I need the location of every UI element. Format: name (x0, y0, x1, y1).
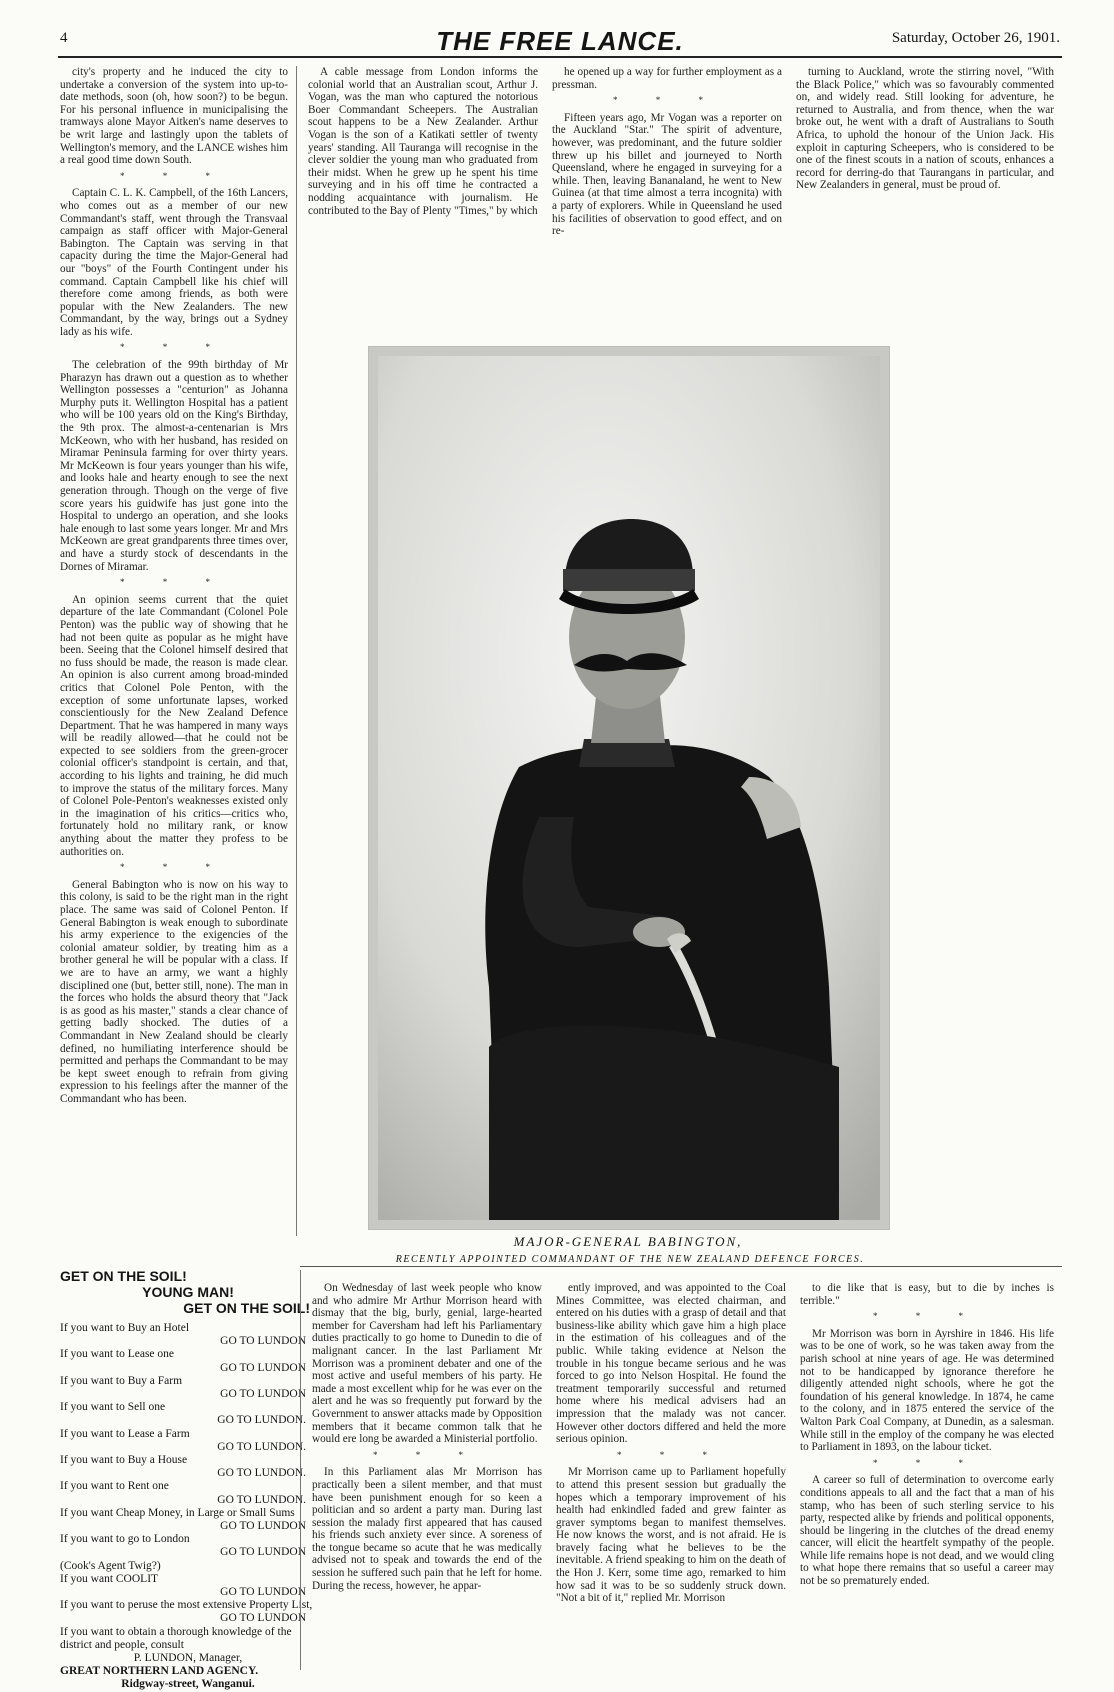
paragraph: turning to Auckland, wrote the stirring novel, "With the Black Police," which was so favourably commented on, and widely read. Still looking for adventure, he returned to Australia, and from thence, when the war broke out, he went with a draft of Australians to South Africa, to uphold the honour of the Union Jack. His exploit in capturing Scheepers, who is considered to be one of the finest scouts in a nation of scouts, enhances a record for derring-do that Taurangans in particular, and New Zealanders in general, must be proud of. (796, 66, 1054, 192)
paragraph: General Babington who is now on his way to this colony, is said to be the right man in the right place. The same was said of Colonel Penton. If General Babington is weak enough to subordinate his army experience to the exigencies of the colonial amateur soldier, by treating him as a brother general he will be popular with a class. If we are to have an army, we want a highly disciplined one (but, better still, none). The man in the forces who holds the absurd theory that "Jack is as good as his master," stands a clear chance of getting badly shocked. The duties of a Commandant in New Zealand should be clearly defined, no humiliating interference should be permitted and perhaps the Commandant to be may be kept sweet enough to refrain from giving expression to his feelings after the manner of the Commandant who has been. (60, 878, 288, 1105)
column-divider (296, 66, 297, 1236)
separator-stars: * * * (373, 1449, 481, 1460)
separator-stars: * * * (120, 862, 228, 873)
ad-item: If you want to Rent one GO TO LUNDON. (60, 1480, 306, 1506)
paragraph: ently improved, and was appointed to the Coal Mines Committee, was elected chairman, and entered on his duties with a grasp of detail and that business-like ability which gave him a high place in the estimation of his colleagues and of the public. While taking evidence at Nelson the trouble in his tongue became serious and he was forced to go into Nelson Hospital. He found the treatment temporarily successful and returned home where his medical advisers had an impression that the malady was not cancer. However other doctors differed and held the more serious opinion. (556, 1282, 786, 1446)
column-3 (552, 66, 782, 336)
ad-item: If you want to Lease a Farm GO TO LUNDON. (60, 1427, 306, 1453)
ad-item: If you want to peruse the most extensive Property List, GO TO LUNDON (60, 1599, 313, 1625)
ad-item: If you want to Buy a Farm GO TO LUNDON (60, 1374, 306, 1401)
paragraph: Captain C. L. K. Campbell, of the 16th Lancers, who comes out as a member of our new Commandant's staff, went through the Transvaal campaign as staff officer with Major-General Babington. The Captain was serving in that capacity during the time the Major-General had our "boys" of the Fourth Contingent under his command. Captain Campbell like his chief will therefore come among friends, as both were popular with the New Zealanders. The new Commandant, by the way, brings out a Sydney lady as his wife. (60, 187, 288, 338)
ad-item: If you want to Buy an Hotel GO TO LUNDON (60, 1322, 306, 1348)
section-rule (300, 1266, 1062, 1267)
page-header (60, 28, 1060, 54)
bottom-column-2 (312, 1282, 542, 1677)
paragraph: Mr Morrison came up to Parliament hopefully to attend this present session but gradually the hopes which a temporary improvement of his health had enkindled faded and grew fainter as graver symptoms began to manifest themselves. He now knows the worst, and is not afraid. He is bravely facing what he believes to be the inevitable. A friend speaking to him on the death of the Hon J. Kerr, some time ago, remarked to him how sad it was to be so suddenly struck down. "Not a bit of it," replied Mr. Morrison (556, 1466, 786, 1605)
bottom-column-3 (556, 1282, 786, 1677)
ad-agency: GREAT NORTHERN LAND AGENCY. (60, 1665, 259, 1678)
paragraph: A career so full of determination to overcome early conditions appeals to all and the fact that a man of his stamp, who has been of such sterling service to his party, respected alike by friends and political opponents, should be lingering in the clutches of the dread enemy cancer, will elicit the heartfelt sympathy of the people. While life remains hope is not dead, and we would cling to what hope there remains that so useful a career may not be so prematurely ended. (800, 1474, 1054, 1588)
separator-stars: * * * (120, 342, 228, 353)
paragraph: city's property and he induced the city to undertake a conversion of the system into up-to-date methods, soon (oh, how soon?) to be begun. For his personal influence in municipalising the tramways alone Mayor Aitken's name deserves to be writ large and lastingly upon the tablets of Wellington's memory, and the LANCE wishes him a real good time down South. (60, 66, 288, 167)
paragraph: In this Parliament alas Mr Morrison has practically been a silent member, and that must have been punishment enough for so keen a politician and so ardent a party man. During last session the malady first appeared that has caused his friends such anxiety ever since. A soreness of the tongue became so acute that he was medically advised not to speak and towards the end of the session he suffered such pain that he left for home. During the recess, however, he appar- (312, 1466, 542, 1592)
paragraph: Fifteen years ago, Mr Vogan was a reporter on the Auckland "Star." The spirit of adventure, however, was predominant, and the future soldier threw up his billet and journeyed to North Queensland, where he engaged in surveying for a while. Then, leaving Bananaland, he went to New Guinea (at that time almost a terra incognita) with a party of explorers. While in Queensland he used his facilities of observation to good effect, and on re- (552, 111, 782, 238)
masthead: THE FREE LANCE. (436, 26, 684, 56)
ad-signature: P. LUNDON, Manager, (133, 1652, 243, 1665)
paragraph: An opinion seems current that the quiet departure of the late Commandant (Colonel Pole Penton) was the public way of showing that he had not been quite as popular as he might have been. Seeing that the Colonel himself desired that no fuss should be made, the reason is made clear. An opinion is also current among broad-minded critics that Colonel Pole Penton, with the exception of some unfortunate lapses, worked conscientiously for the New Zealand Defence Department. That he was hampered in many ways will be readily allowed—that he could not be expected to see soldiers from the green-grocer colonial officer's standpoint is certain, and that, according to his lights and training, he did much to improve the status of the military forces. Many of Colonel Pole-Penton's weaknesses existed only in the imagination of his critics—critics who, fortunately hold no military rank, or know anything about the matter they profess to be authorities on. (60, 593, 288, 858)
ad-item: (Cook's Agent Twig?) (60, 1559, 161, 1572)
ad-item: If you want to Lease one GO TO LUNDON (60, 1348, 306, 1374)
ad-heading: GET ON THE SOIL! (60, 1268, 187, 1284)
paragraph: to die like that is easy, but to die by inches is terrible." (800, 1282, 1054, 1307)
column-divider (300, 1270, 301, 1670)
paragraph: The celebration of the 99th birthday of Mr Pharazyn has drawn out a question as to whether Wellington possesses a "centurion" as Johanna Murphy puts it. Wellington Hospital has a patient who will be 100 years old on the King's Birthday, the 9th prox. The almost-a-centenarian is Mrs McKeown, who with her husband, has resided on Miramar Peninsula farming for over thirty years. Mr McKeown is four years younger than his wife, and looks hale and hearty enough to see the next generation through. Though on the verge of five score years his guidwife has just gone into the Hospital to undergo an operation, and she looks hale enough to last some years longer. Mr and Mrs McKeown are great grandparents three times over, and have a sturdy stock of descendants in the Dornes of Miramar. (60, 359, 288, 573)
separator-stars: * * * (873, 1457, 981, 1468)
photo-subcaption: RECENTLY APPOINTED COMMANDANT OF THE NEW ZEALAND DEFENCE FORCES. (395, 1254, 865, 1265)
column-2 (308, 66, 538, 336)
ad-item: If you want to obtain a thorough knowledge of the district and people, consult (60, 1625, 292, 1651)
ad-item: If you want to go to London GO TO LUNDON (60, 1533, 306, 1559)
separator-stars: * * * (613, 95, 721, 106)
ad-item: If you want Cheap Money, in Large or Small Sums GO TO LUNDON (60, 1506, 306, 1533)
separator-stars: * * * (617, 1449, 725, 1460)
ad-heading: GET ON THE SOIL! (183, 1300, 310, 1316)
header-rule (58, 56, 1062, 58)
ad-address: Ridgway-street, Wanganui. (121, 1678, 255, 1691)
portrait-photo (368, 346, 890, 1230)
column-1 (60, 66, 288, 1238)
ad-item: If you want to Buy a House GO TO LUNDON. (60, 1454, 306, 1480)
ad-heading: YOUNG MAN! (142, 1284, 234, 1300)
portrait-illustration (369, 347, 889, 1229)
paragraph: he opened up a way for further employment as a pressman. (552, 66, 782, 91)
paragraph: Mr Morrison was born in Ayrshire in 1846. His life was to be one of work, so he was taken away from the parish school at nine years of age. He was determined not to be handicapped by ignorance therefore he diligently attended night schools, where he got the foundation of his general knowledge. In 1874, he came to the colony, and in 1875 entered the service of the Walton Park Coal Company, at Dunedin, as a salesman. While still in the employ of the company he was elected to Parliament in 1893, on the labour ticket. (800, 1327, 1054, 1454)
separator-stars: * * * (120, 577, 228, 588)
column-4 (796, 66, 1054, 336)
separator-stars: * * * (873, 1311, 981, 1322)
lundon-advertisement (60, 1268, 316, 1692)
paragraph: On Wednesday of last week people who know and who admire Mr Arthur Morrison heard with dismay that the big, burly, genial, large-hearted member for Caversham had left his Parliamentary duties practically to go home to Dunedin to die of malignant cancer. In the last Parliament Mr Morrison was a prominent debater and one of the most active and useful members of his party. He made a most excellent whip for he was ever on the alert and he was so frequently put forward by the Government to answer attacks made by Opposition members that it became common talk that he would ere long be awarded a Ministerial portfolio. (312, 1282, 542, 1446)
bottom-column-4 (800, 1282, 1054, 1677)
issue-date: Saturday, October 26, 1901. (891, 30, 1060, 46)
ad-item: If you want to Sell one GO TO LUNDON. (60, 1401, 306, 1427)
ad-item: If you want COOLIT GO TO LUNDON (60, 1572, 306, 1599)
photo-caption: MAJOR-GENERAL BABINGTON, (513, 1234, 743, 1249)
page-number: 4 (60, 30, 68, 46)
separator-stars: * * * (120, 170, 228, 181)
paragraph: A cable message from London informs the colonial world that an Australian scout, Arthur J. Vogan, was the man who captured the notorious Boer Commandant Scheepers. The Australian scout happens to be a New Zealander. Arthur Vogan is the son of a Katikati settler of twenty years' standing. All Tauranga will recognise in the clever soldier the young man who graduated from their midst. When he grew up he spent his time surveying and in his off time he contracted a nodding acquaintance with journalism. He contributed to the Bay of Plenty "Times," by which (308, 66, 538, 217)
